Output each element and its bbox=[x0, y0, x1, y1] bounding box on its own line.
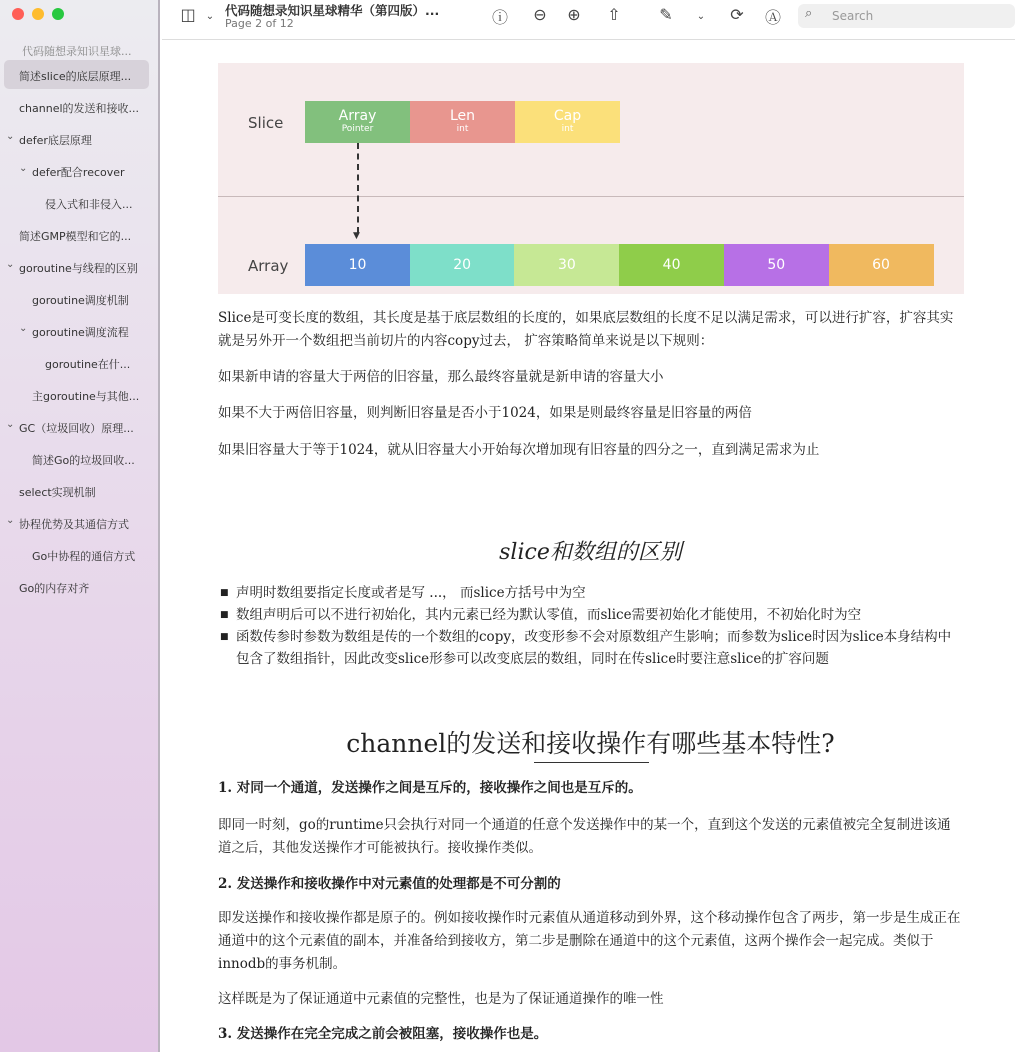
share-icon[interactable]: ⇧ bbox=[607, 5, 621, 24]
array-element-cell: 10 bbox=[305, 244, 410, 286]
bullet-item bbox=[218, 582, 963, 604]
numbered-point: 2. 发送操作和接收操作中对元素值的处理都是不可分割的 bbox=[218, 876, 561, 892]
field-name: Cap bbox=[553, 108, 582, 124]
toolbar bbox=[162, 0, 1015, 40]
annotate-icon[interactable]: Ⓐ bbox=[764, 8, 781, 27]
paragraph: 即同一时刻，go的runtime只会执行对同一个通道的任意个发送操作中的某一个，直到这个发送的元素值被完全复制进该通道之后，其他发送操作才可能被执行。接收操作类似。 bbox=[218, 817, 951, 856]
sidebar-item[interactable]: 简述GMP模型和它的... bbox=[19, 230, 132, 243]
document-page bbox=[162, 41, 1015, 1052]
chevron-icon[interactable]: ⌄ bbox=[6, 419, 15, 430]
bullet-icon: ■ bbox=[220, 610, 229, 620]
bullet-item bbox=[218, 604, 963, 626]
chevron-icon[interactable]: ⌄ bbox=[19, 323, 28, 334]
arrow-head-icon: ▼ bbox=[353, 231, 360, 241]
struct-field-cell bbox=[305, 101, 410, 143]
paragraph: 即发送操作和接收操作都是原子的。例如接收操作时元素值从通道移动到外界，这个移动操作包含了两步，第一步是生成正在通道中的这个元素值的副本，并准备给到接收方，第二步是删除在通道中的这个元素值，这两个操作会一起完成。类似于innodb的事务机制。 bbox=[218, 910, 961, 972]
window-title: 代码随想录知识星球精华（第四版）... bbox=[225, 3, 440, 18]
divider-line bbox=[218, 196, 964, 197]
field-name: Array bbox=[338, 108, 377, 124]
rotate-icon[interactable]: ⟳ bbox=[730, 5, 744, 24]
chevron-icon[interactable]: ⌄ bbox=[6, 259, 15, 270]
zoom-in-icon[interactable]: ⊕ bbox=[567, 5, 581, 24]
numbered-point: 3. 发送操作在完全完成之前会被阻塞，接收操作也是。 bbox=[218, 1026, 548, 1042]
zoom-out-icon[interactable]: ⊖ bbox=[533, 5, 547, 24]
paragraph: Slice是可变长度的数组，其长度是基于底层数组的长度的，如果底层数组的长度不足以满足需求，可以进行扩容，扩容其实就是另外开一个数组把当前切片的内容copy过去， 扩容策略简单来说是以下规则： bbox=[218, 310, 954, 349]
sidebar-item[interactable]: 简述slice的底层原理... bbox=[4, 60, 149, 89]
paragraph: 如果新申请的容量大于两倍的旧容量，那么最终容量就是新申请的容量大小 bbox=[218, 369, 664, 385]
chevron-down-icon[interactable]: ⌄ bbox=[205, 11, 215, 22]
search-input[interactable] bbox=[798, 4, 1015, 28]
chevron-down-icon[interactable]: ⌄ bbox=[696, 11, 706, 22]
search-placeholder: Search bbox=[832, 9, 874, 23]
sidebar-item[interactable]: GC（垃圾回收）原理... bbox=[19, 422, 134, 435]
pointer-arrow bbox=[357, 143, 359, 233]
bullet-list bbox=[218, 582, 963, 670]
sidebar-item[interactable]: defer底层原理 bbox=[19, 134, 92, 147]
heading-underline bbox=[534, 762, 649, 763]
info-icon[interactable]: ⓘ bbox=[491, 8, 508, 27]
chapter-heading: channel的发送和接收操作有哪些基本特性? bbox=[346, 729, 835, 758]
slice-label: Slice bbox=[248, 114, 284, 132]
sidebar-item[interactable]: 协程优势及其通信方式 bbox=[19, 518, 129, 531]
sidebar-item[interactable]: goroutine调度流程 bbox=[32, 326, 129, 339]
bullet-text: 声明时数组要指定长度或者是写 ...， 而slice方括号中为空 bbox=[236, 585, 586, 601]
sidebar-heading: 代码随想录知识星球... bbox=[22, 45, 132, 58]
sidebar-item[interactable]: select实现机制 bbox=[19, 486, 96, 499]
close-button[interactable] bbox=[12, 8, 24, 20]
sidebar-icon[interactable]: ◫ bbox=[180, 5, 196, 24]
array-label: Array bbox=[248, 257, 289, 275]
array-element-cell: 40 bbox=[619, 244, 724, 286]
paragraph: 如果不大于两倍旧容量，则判断旧容量是否小于1024，如果是则最终容量是旧容量的两倍 bbox=[218, 405, 752, 421]
minimize-button[interactable] bbox=[32, 8, 44, 20]
array-element-cell: 60 bbox=[829, 244, 934, 286]
sidebar-item[interactable]: 简述Go的垃圾回收... bbox=[32, 454, 135, 467]
field-name: Len bbox=[449, 108, 476, 124]
chevron-icon[interactable]: ⌄ bbox=[19, 163, 28, 174]
bullet-icon: ■ bbox=[220, 632, 229, 642]
sidebar-item[interactable]: goroutine与线程的区别 bbox=[19, 262, 138, 275]
field-type: int bbox=[561, 124, 574, 134]
bullet-icon: ■ bbox=[220, 588, 229, 598]
markup-icon[interactable]: ✎ bbox=[659, 5, 673, 24]
struct-field-cell bbox=[410, 101, 515, 143]
array-element-cell: 20 bbox=[410, 244, 515, 286]
sidebar-item[interactable]: goroutine在什... bbox=[45, 358, 131, 371]
field-type: int bbox=[456, 124, 469, 134]
field-type: Pointer bbox=[341, 124, 374, 134]
struct-field-cell bbox=[515, 101, 620, 143]
numbered-point: 1. 对同一个通道，发送操作之间是互斥的，接收操作之间也是互斥的。 bbox=[218, 780, 642, 796]
sidebar-item[interactable]: goroutine调度机制 bbox=[32, 294, 129, 307]
chevron-icon[interactable]: ⌄ bbox=[6, 131, 15, 142]
bullet-text: 函数传参时参数为数组是传的一个数组的copy，改变形参不会对原数组产生影响；而参数为slice时因为slice本身结构中包含了数组指针，因此改变slice形参可以改变底层的数组，同时在传slice时要注意slice的扩容问题 bbox=[236, 629, 952, 667]
sidebar-item[interactable]: defer配合recover bbox=[32, 166, 125, 179]
bullet-item bbox=[218, 626, 963, 670]
slice-diagram bbox=[218, 63, 964, 294]
array-element-cell: 30 bbox=[514, 244, 619, 286]
sidebar-item[interactable]: 主goroutine与其他... bbox=[32, 390, 140, 403]
sidebar-item[interactable]: channel的发送和接收... bbox=[19, 102, 140, 115]
sidebar bbox=[0, 0, 160, 1052]
paragraph: 这样既是为了保证通道中元素值的完整性，也是为了保证通道操作的唯一性 bbox=[218, 991, 664, 1007]
bullet-text: 数组声明后可以不进行初始化，其内元素已经为默认零值，而slice需要初始化才能使用，不初始化时为空 bbox=[236, 607, 862, 623]
section-heading: slice和数组的区别 bbox=[499, 540, 682, 565]
paragraph: 如果旧容量大于等于1024，就从旧容量大小开始每次增加现有旧容量的四分之一，直到满足需求为止 bbox=[218, 442, 820, 458]
sidebar-item[interactable]: Go中协程的通信方式 bbox=[32, 550, 136, 563]
sidebar-item[interactable]: 侵入式和非侵入... bbox=[45, 198, 133, 211]
search-icon: ⌕ bbox=[805, 6, 813, 21]
page-indicator: Page 2 of 12 bbox=[225, 17, 294, 30]
array-element-cell: 50 bbox=[724, 244, 829, 286]
sidebar-item[interactable]: Go的内存对齐 bbox=[19, 582, 90, 595]
zoom-button[interactable] bbox=[52, 8, 64, 20]
chevron-icon[interactable]: ⌄ bbox=[6, 515, 15, 526]
